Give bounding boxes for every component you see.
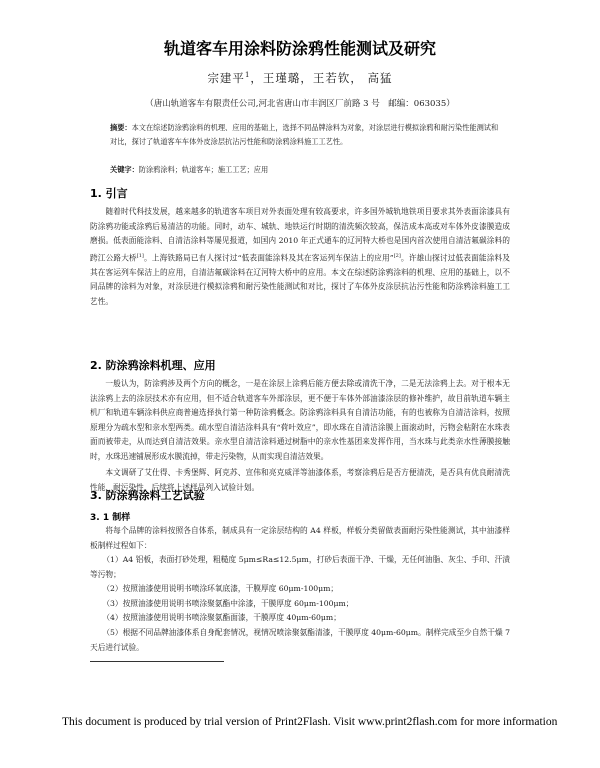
keywords-label: 关键字：	[110, 165, 139, 174]
other-authors: ，王瑾璐，王若钦， 高猛	[250, 71, 393, 85]
abstract	[110, 121, 500, 149]
author-affil-mark: 1	[244, 71, 251, 80]
prep-step-2: （2）按照油漆使用说明书喷涂环氧底漆，干膜厚度 60μm-100μm；	[102, 584, 339, 593]
footnote-divider	[90, 661, 224, 662]
subsection-3-1-heading: 3. 1 制样	[90, 513, 131, 523]
citation-2: [2]	[393, 252, 401, 259]
keywords-text: 防涂鸦涂料；轨道客车；施工工艺；应用	[138, 165, 269, 174]
citation-1: [1]	[136, 252, 144, 259]
prep-step-1: （1）A4 铝板，表面打砂处理，粗糙度 5μm≤Ra≤12.5μm，打砂后表面干净、干燥，无任何油脂、灰尘、手印、汗渍等污物；	[90, 555, 510, 579]
trial-watermark-footer: This document is produced by trial version of Print2Flash. Visit www.print2flash.com for more information	[62, 716, 558, 728]
affiliation: （唐山轨道客车有限责任公司,河北省唐山市丰润区厂前路 3 号 邮编：063035）	[145, 99, 455, 109]
section-2-paragraph-2: 本文调研了艾仕得、卡秀堡辉、阿克苏、宣伟和亮克威洋等油漆体系，考察涂鸦后是否方便清洗，是否具有优良耐清洗性能、耐污染性，后续将上述样品列入试验计划。	[90, 468, 510, 492]
section-3-paragraph: 将每个品牌的涂料按照各自体系，制成具有一定涂层结构的 A4 样板，样板分类留做表面耐污染性能测试，其中油漆样板制样过程如下：	[90, 526, 510, 550]
section-1-paragraph	[90, 205, 510, 309]
s1-text-a: 随着时代科技发展，越来越多的轨道客车项目对外表面处理有较高要求，许多国外城轨地铁项目要求其外表面涂漆具有防涂鸦功能或涂鸦后易清洁的功能。同时，动车、城轨、地铁运行时期的清洗频次较高，保洁成本高或对车体外皮漆膜造成磨损。低表面能涂料、自清洁涂料等屡见报道，如国内 2010 年正式通车的辽河特大桥也是国内首次使用自清洁氟碳涂料的跨江公路大桥	[90, 207, 510, 263]
paper-title: 轨道客车用涂料防涂鸦性能测试及研究	[163, 39, 436, 58]
s1-text-c: 。许雄山探讨过低表面能涂料及其在客运列车保洁上的应用，自清洁氟碳涂料在辽河特大桥中的应用。本文在综述防涂鸦涂料的机理、应用的基础上，以不同品牌的涂料为对象，对涂层进行模拟涂鸦和耐污染性能测试和对比，探讨了车体外皮涂层抗沾污性能和防涂鸦涂料施工工艺性。	[90, 253, 510, 306]
first-author: 宗建平	[207, 71, 245, 85]
prep-step-5: （5）根据不同品牌油漆体系自身配套情况，视情况喷涂聚氨酯清漆，干膜厚度 40μm-60μm。制样完成至少自然干燥 7 天后进行试验。	[90, 628, 510, 652]
section-3-heading: 3. 防涂鸦涂料工艺试验	[90, 489, 205, 502]
prep-step-3: （3）按照油漆使用说明书喷涂聚氨酯中涂漆，干膜厚度 60μm-100μm；	[102, 599, 354, 608]
keywords	[110, 164, 500, 176]
abstract-label: 摘要：	[110, 123, 132, 132]
s1-text-b: 。上海铁路局已有人探讨过“低表面能涂料及其在客运列车保洁上的应用”	[143, 253, 394, 263]
author-line	[0, 70, 600, 86]
section-2-paragraph-1: 一般认为，防涂鸦涉及两个方向的概念，一是在涂层上涂鸦后能方便去除或清洗干净，二是无法涂鸦上去。对于根本无法涂鸦上去的涂层技术亦有应用，但不适合轨道客车外部涂层，更不便于车体外部油漆涂层的修补维护，故目前轨道车辆主机厂和轨道车辆涂料供应商普遍选择执行第一种防涂鸦概念。防涂鸦涂料具有自清洁功能，有的也被称为自清洁涂料，按照原理分为疏水型和亲水型两类。疏水型自清洁涂料具有“荷叶效应”，即水珠在自清洁涂膜上面滚动时，污物会粘附在水珠表面而被带走，从而达到自清洁效果。亲水型自清洁涂料通过树脂中的亲水性基团来发挥作用，当水珠与此类亲水性薄膜接触时，水珠迅速铺展形成水膜流掉，带走污染物，从而实现自清洁效果。	[90, 379, 510, 461]
prep-step-4: （4）按照油漆使用说明书喷涂聚氨酯面漆，干膜厚度 40μm-60μm；	[102, 613, 341, 622]
abstract-text: 本文在综述防涂鸦涂料的机理、应用的基础上，选择不同品牌涂料为对象，对涂层进行模拟涂鸦和耐污染性能测试和对比，探讨了轨道客车车体外皮涂层抗沾污性能和防涂鸦涂料施工工艺性。	[110, 123, 499, 146]
section-1-heading: 1. 引言	[90, 187, 128, 200]
section-2-heading: 2. 防涂鸦涂料机理、应用	[90, 359, 216, 372]
